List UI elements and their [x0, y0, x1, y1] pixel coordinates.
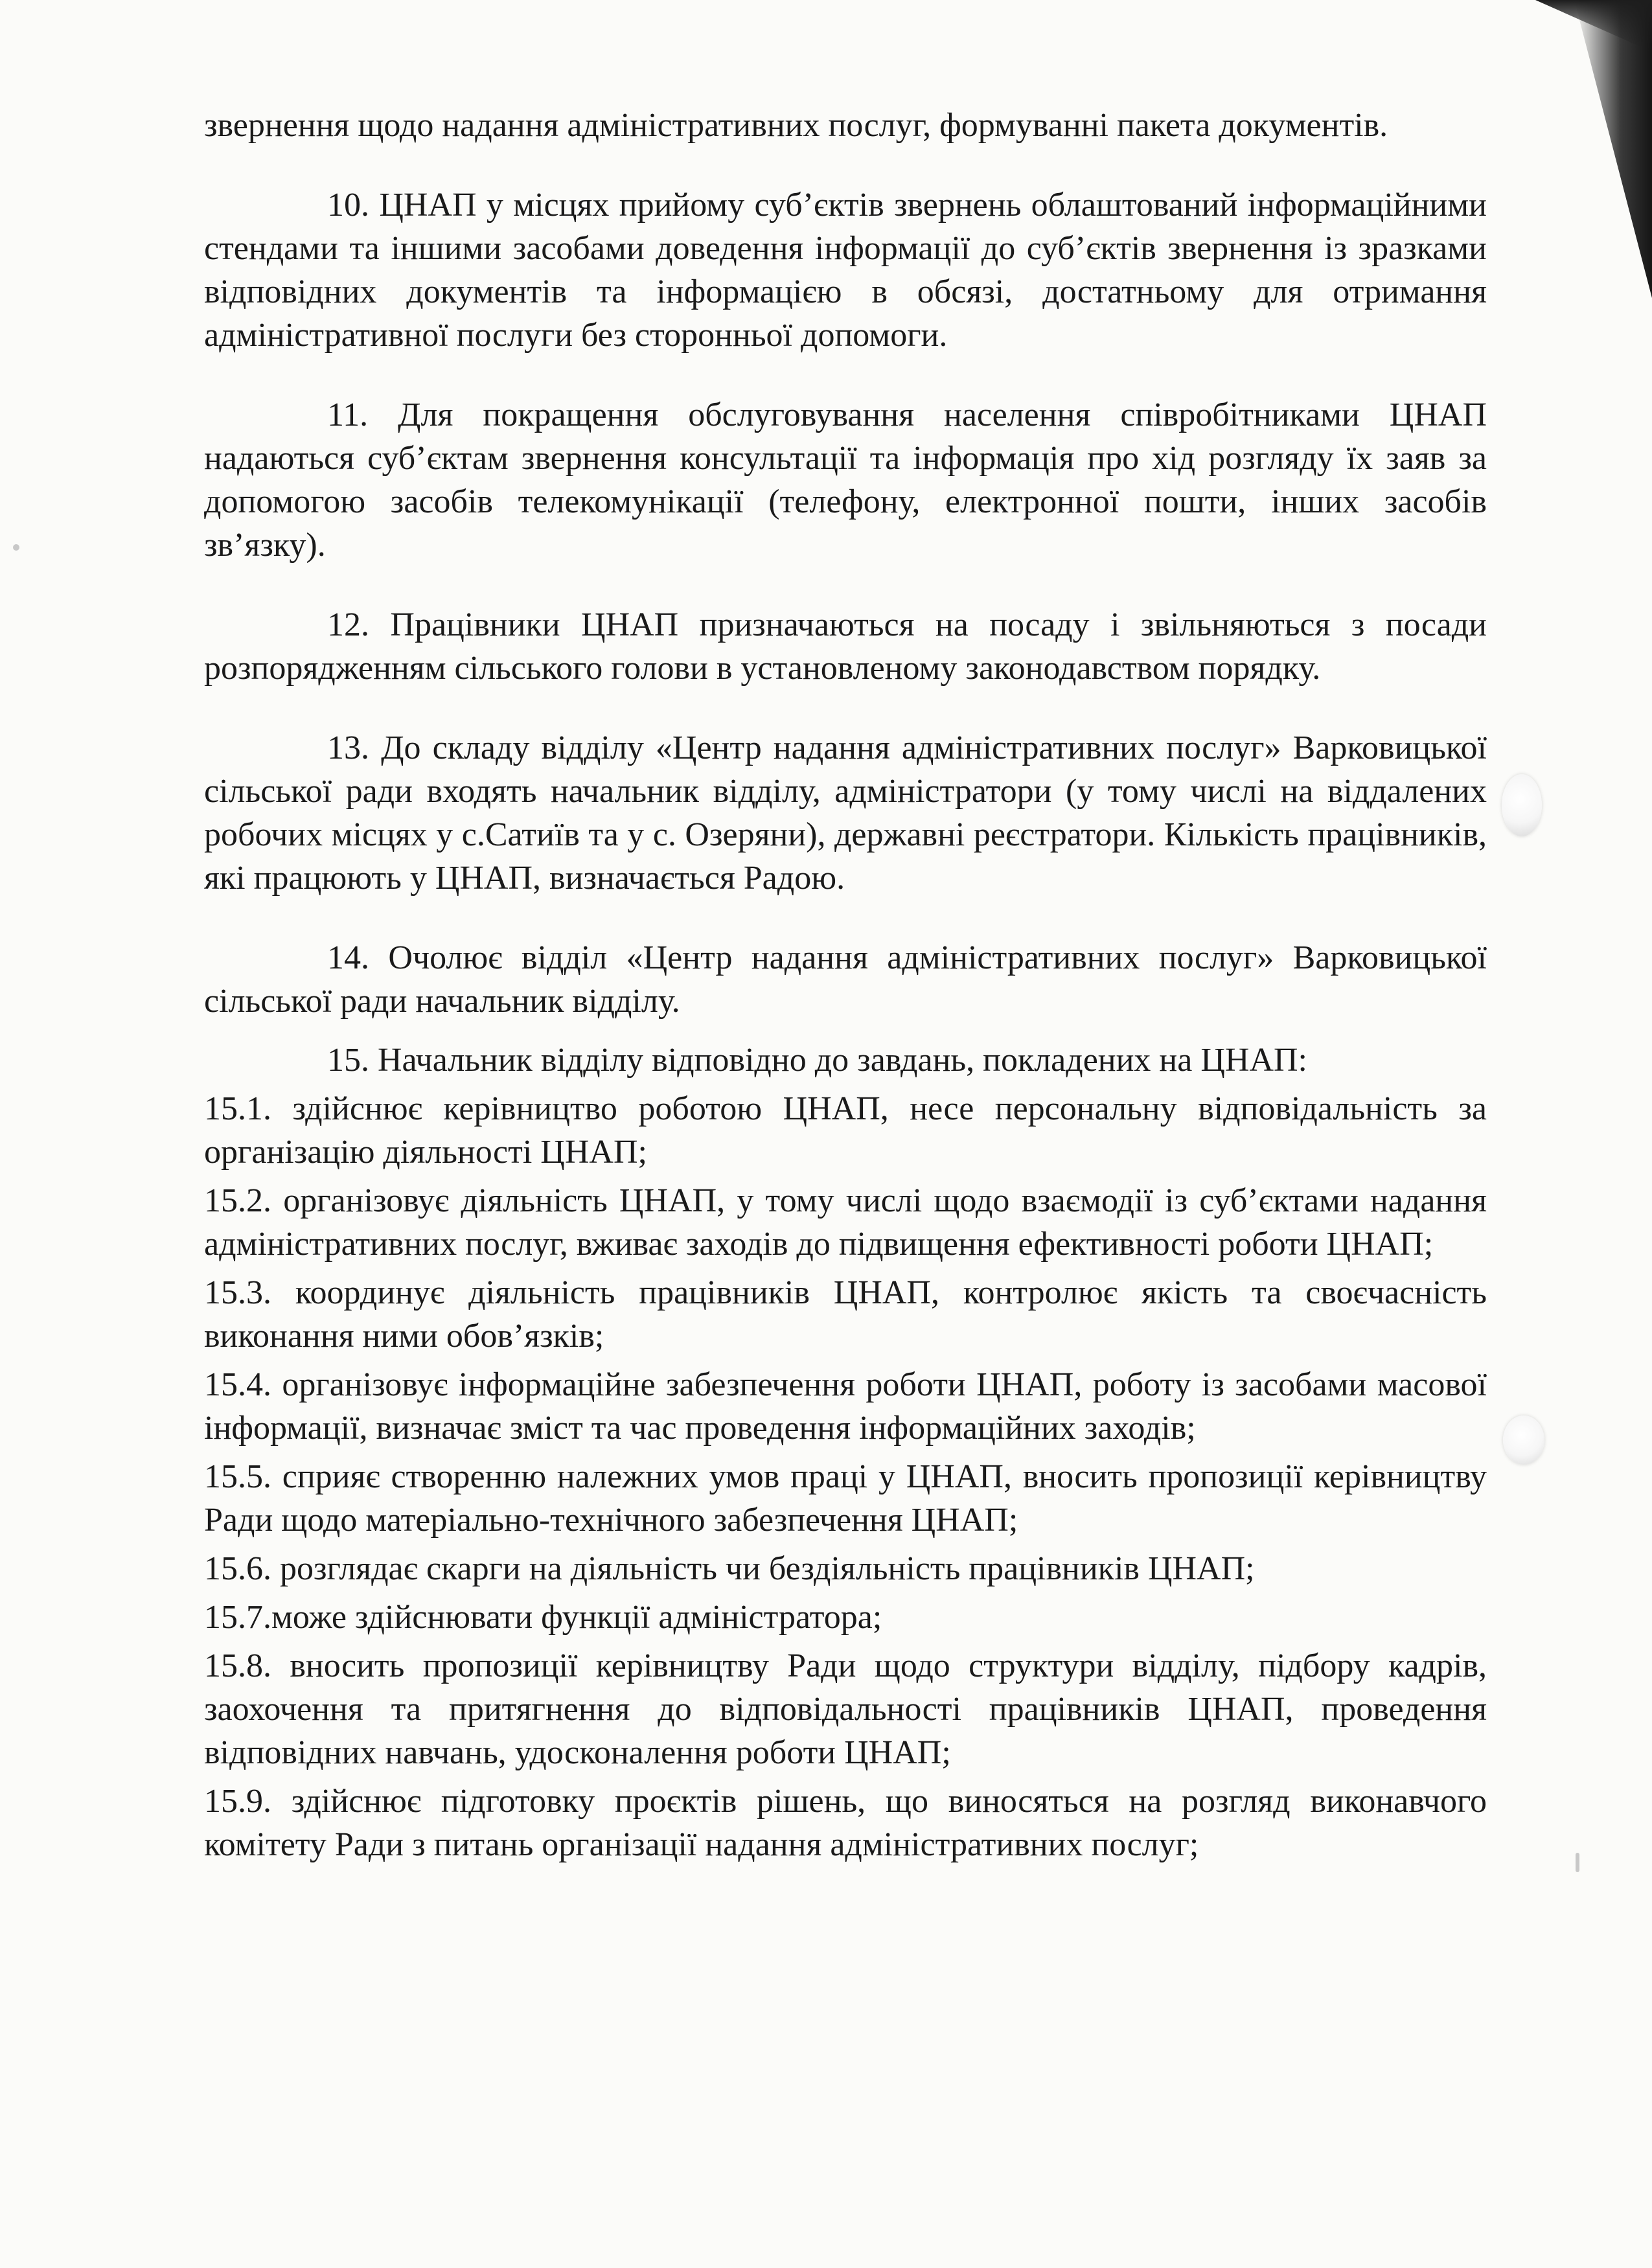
scan-dot — [13, 544, 19, 551]
paragraph-continuation: звернення щодо надання адміністративних послуг, формуванні пакета документів. — [204, 107, 1388, 144]
paragraph-10: 10. ЦНАП у місцях прийому суб’єктів звернень облаштований інформаційними стендами та іншими засобами доведення інформації до суб’єктів звернення із зразками відповідних документів та інформацією в обсязі, достатньому для отримання адміністративної послуги без сторонньої допомоги. — [204, 187, 1487, 354]
paragraph-14: 14. Очолює відділ «Центр надання адміністративних послуг» Варковицької сільської ради начальник відділу. — [204, 939, 1487, 1020]
subparagraph-15-3: 15.3. координує діяльність працівників ЦНАП, контролює якість та своєчасність виконання ними обов’язків; — [204, 1274, 1487, 1355]
subparagraph-15-5: 15.5. сприяє створенню належних умов праці у ЦНАП, вносить пропозиції керівництву Ради щодо матеріально-технічного забезпечення ЦНАП; — [204, 1458, 1487, 1539]
subparagraph-15-4: 15.4. організовує інформаційне забезпечення роботи ЦНАП, роботу із засобами масової інформації, визначає зміст та час проведення інформаційних заходів; — [204, 1366, 1487, 1447]
document-body — [204, 104, 1487, 1866]
paragraph-13: 13. До складу відділу «Центр надання адміністративних послуг» Варковицької сільської ради входять начальник відділу, адміністратори (у тому числі на віддалених робочих місцях у с.Сатиїв та у с. Озеряни), державні реєстратори. Кількість працівників, які працюють у ЦНАП, визначається Радою. — [204, 729, 1487, 897]
punch-hole — [1502, 774, 1542, 836]
scan-dot — [1576, 1853, 1579, 1872]
subparagraph-15-6: 15.6. розглядає скарги на діяльність чи бездіяльність працівників ЦНАП; — [204, 1550, 1255, 1587]
subparagraph-15-7: 15.7.може здійснювати функції адміністратора; — [204, 1599, 882, 1636]
paragraph-15: 15. Начальник відділу відповідно до завдань, покладених на ЦНАП: — [327, 1042, 1308, 1079]
subparagraph-15-1: 15.1. здійснює керівництво роботою ЦНАП, несе персональну відповідальність за організацію діяльності ЦНАП; — [204, 1090, 1487, 1171]
subparagraph-15-8: 15.8. вносить пропозиції керівництву Ради щодо структури відділу, підбору кадрів, заохочення та притягнення до відповідальності працівників ЦНАП, проведення відповідних навчань, удосконалення роботи ЦНАП; — [204, 1647, 1487, 1771]
subparagraph-15-9: 15.9. здійснює підготовку проєктів рішень, що виносяться на розгляд виконавчого комітету Ради з питань організації надання адміністративних послуг; — [204, 1783, 1487, 1863]
punch-hole — [1503, 1415, 1544, 1465]
paragraph-11: 11. Для покращення обслуговування населення співробітниками ЦНАП надаються суб’єктам звернення консультації та інформація про хід розгляду їх заяв за допомогою засобів телекомунікації (телефону, електронної пошти, інших засобів зв’язку). — [204, 396, 1487, 564]
paragraph-12: 12. Працівники ЦНАП призначаються на посаду і звільняються з посади розпорядженням сільського голови в установленому законодавством порядку. — [204, 606, 1487, 687]
subparagraph-15-2: 15.2. організовує діяльність ЦНАП, у тому числі щодо взаємодії із суб’єктами надання адміністративних послуг, вживає заходів до підвищення ефективності роботи ЦНАП; — [204, 1182, 1487, 1263]
